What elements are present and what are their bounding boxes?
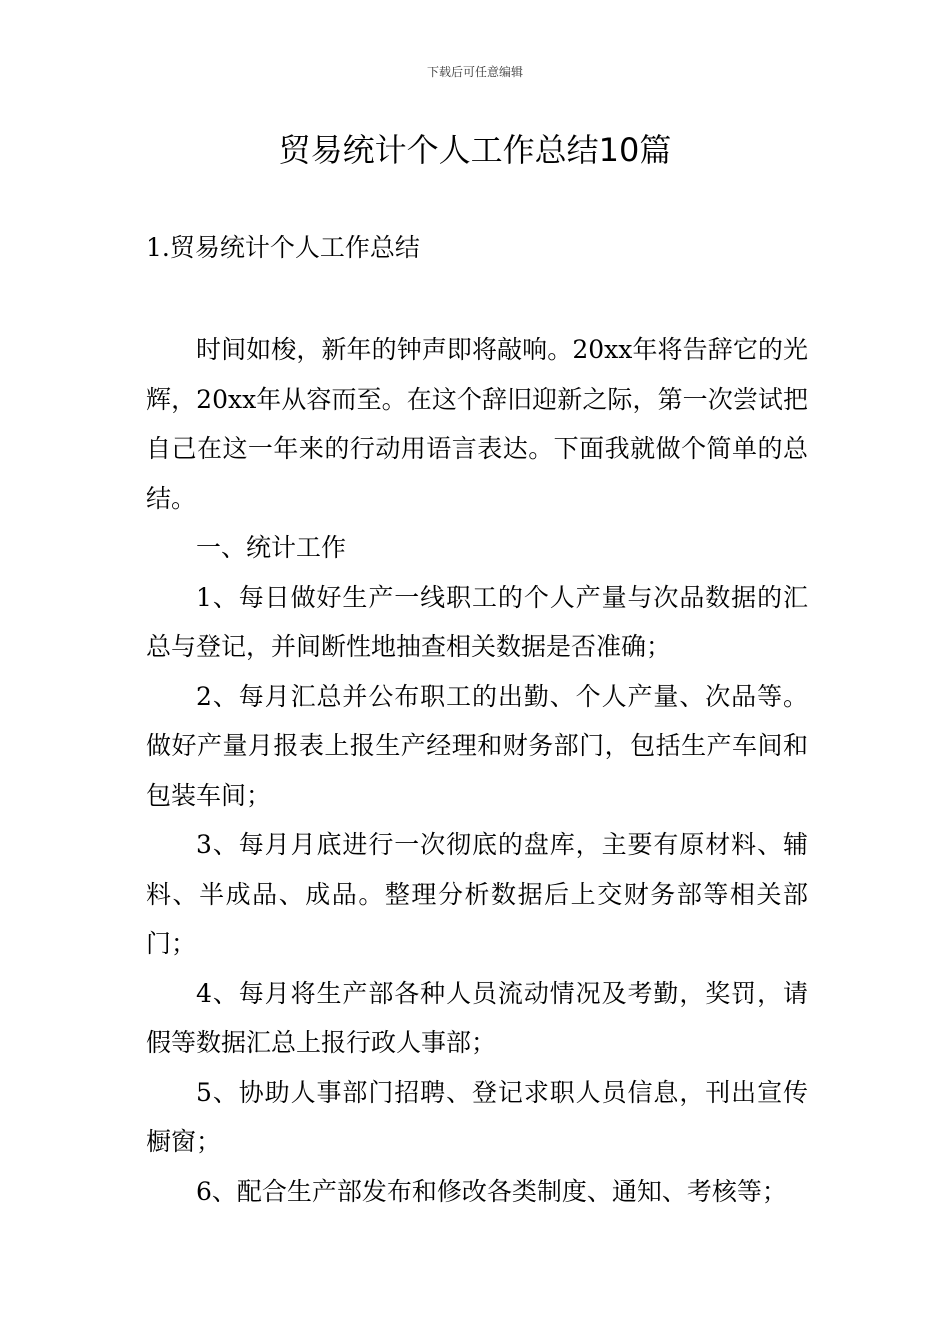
paragraph-item-1: 1、每日做好生产一线职工的个人产量与次品数据的汇总与登记，并间断性地抽查相关数据是否准确； (146, 582, 808, 661)
paragraph-intro: 时间如梭，新年的钟声即将敲响。20xx年将告辞它的光辉，20xx年从容而至。在这个辞旧迎新之际，第一次尝试把自己在这一年来的行动用语言表达。下面我就做个简单的总结。 (146, 335, 808, 513)
paragraph-item-2: 2、每月汇总并公布职工的出勤、个人产量、次品等。做好产量月报表上报生产经理和财务部门，包括生产车间和包装车间； (146, 681, 808, 810)
document-body (146, 325, 808, 1216)
section-heading: 1.贸易统计个人工作总结 (146, 233, 420, 262)
paragraph-item-6: 6、配合生产部发布和修改各类制度、通知、考核等； (196, 1176, 787, 1206)
paragraph-item-5: 5、协助人事部门招聘、登记求职人员信息，刊出宣传橱窗； (146, 1077, 808, 1156)
paragraph-item-3: 3、每月月底进行一次彻底的盘库，主要有原材料、辅料、半成品、成品。整理分析数据后上交财务部等相关部门； (146, 830, 808, 958)
paragraph-item-4: 4、每月将生产部各种人员流动情况及考勤，奖罚，请假等数据汇总上报行政人事部； (146, 978, 808, 1057)
header-note: 下载后可任意编辑 (426, 65, 523, 79)
document-title: 贸易统计个人工作总结10篇 (278, 131, 672, 169)
paragraph-subheading: 一、统计工作 (196, 533, 347, 562)
